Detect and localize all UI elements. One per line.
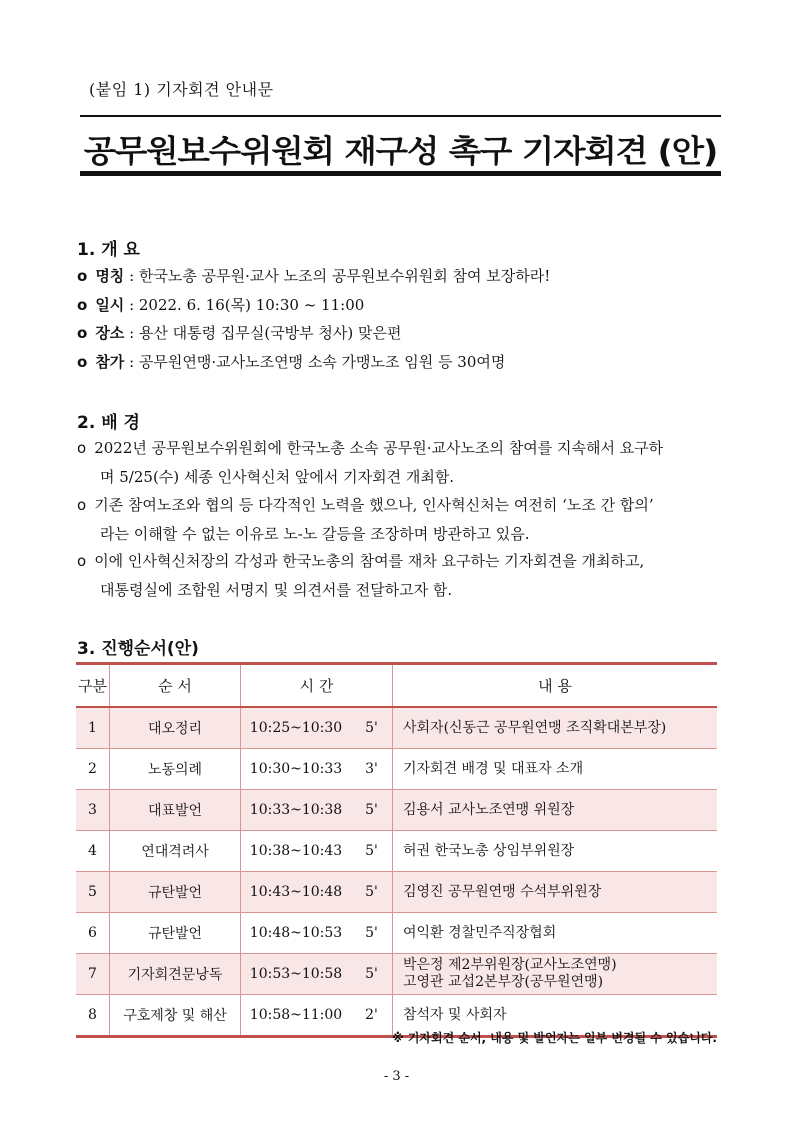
- background-paragraph: o 이에 인사혁신처장의 각성과 한국노총의 참여를 재차 요구하는 기자회견을 개최하고, 대통령실에 조합원 서명지 및 의견서를 전달하고자 함.: [77, 552, 645, 599]
- cell-order: 연대격려사: [110, 831, 241, 872]
- cell-duration: 5': [351, 707, 393, 749]
- background-paragraph: o 2022년 공무원보수위원회에 한국노총 소속 공무원·교사노조의 참여를 지속해서 요구하 며 5/25(수) 세종 인사혁신처 앞에서 기자회견 개최함.: [77, 439, 664, 486]
- cell-content-line: 박은정 제2부위원장(교사노조연맹): [403, 957, 617, 973]
- cell-no: 5: [76, 872, 110, 913]
- cell-order: 노동의례: [110, 749, 241, 790]
- table-header-row: [76, 664, 717, 708]
- cell-content: [393, 790, 718, 831]
- page-number: - 3 -: [383, 1069, 410, 1084]
- cell-no: 2: [76, 749, 110, 790]
- schedule-note: ※ 기자회견 순서, 내용 및 발언자는 일부 변경될 수 있습니다.: [391, 1031, 717, 1045]
- cell-content: [393, 954, 718, 995]
- cell-content-line: 김용서 교사노조연맹 위원장: [403, 801, 575, 818]
- table-row: [76, 872, 717, 913]
- cell-content: [393, 831, 718, 872]
- cell-duration: 5': [351, 913, 393, 954]
- section-background-heading: 2. 배 경: [77, 413, 140, 433]
- cell-time: 10:33~10:38: [241, 790, 352, 831]
- table-row: [76, 831, 717, 872]
- overview-item-participants: o 참가 : 공무원연맹·교사노조연맹 소속 가맹노조 임원 등 30여명: [77, 353, 506, 371]
- overview-item-place: o 장소 : 용산 대통령 집무실(국방부 청사) 맞은편: [77, 324, 402, 342]
- cell-content-line: 기자회견 배경 및 대표자 소개: [403, 760, 584, 777]
- cell-content-line: 참석자 및 사회자: [403, 1006, 507, 1023]
- cell-time: 10:53~10:58: [241, 954, 352, 995]
- cell-order: 기자회견문낭독: [110, 954, 241, 995]
- bullet-icon: o: [77, 324, 88, 342]
- cell-time: 10:38~10:43: [241, 831, 352, 872]
- cell-time: 10:58~11:00: [241, 995, 352, 1037]
- cell-duration: 5': [351, 872, 393, 913]
- table-row: [76, 749, 717, 790]
- cell-order: 구호제창 및 해산: [110, 995, 241, 1037]
- title-bottom-rule: [80, 171, 721, 176]
- header-content: 내 용: [393, 664, 718, 708]
- overview-item-name: o 명칭 : 한국노총 공무원·교사 노조의 공무원보수위원회 참여 보장하라!: [77, 267, 551, 285]
- title-top-rule: [80, 115, 721, 117]
- cell-duration: 5': [351, 790, 393, 831]
- section-schedule-heading: 3. 진행순서(안): [77, 639, 199, 659]
- cell-no: 7: [76, 954, 110, 995]
- cell-content-line: 고영관 교섭2본부장(공무원연맹): [403, 974, 604, 990]
- cell-duration: 2': [351, 995, 393, 1037]
- bullet-icon: o: [77, 353, 88, 371]
- table-row: [76, 707, 717, 749]
- cell-no: 6: [76, 913, 110, 954]
- cell-no: 4: [76, 831, 110, 872]
- cell-content: [393, 707, 718, 749]
- cell-content-line: 허권 한국노총 상임부위원장: [403, 842, 575, 859]
- cell-duration: 5': [351, 831, 393, 872]
- table-row: [76, 913, 717, 954]
- header-order: 순 서: [110, 664, 241, 708]
- background-paragraph: o 기존 참여노조와 협의 등 다각적인 노력을 했으나, 인사혁신처는 여전히 ‘노조 간 합의’ 라는 이해할 수 없는 이유로 노-노 갈등을 조장하며 방관하고 있음.: [77, 496, 654, 543]
- cell-time: 10:43~10:48: [241, 872, 352, 913]
- cell-content-line: 사회자(신동근 공무원연맹 조직확대본부장): [403, 719, 667, 736]
- bullet-icon: o: [77, 267, 88, 285]
- cell-no: 3: [76, 790, 110, 831]
- table-row: [76, 790, 717, 831]
- cell-content: [393, 872, 718, 913]
- bullet-icon: o: [77, 439, 87, 457]
- cell-order: 규탄발언: [110, 913, 241, 954]
- cell-content: [393, 913, 718, 954]
- section-overview-heading: 1. 개 요: [77, 240, 140, 260]
- attachment-label: (붙임 1) 기자회견 안내문: [89, 80, 274, 99]
- table-row: [76, 954, 717, 995]
- schedule-table: [76, 662, 717, 1038]
- cell-order: 규탄발언: [110, 872, 241, 913]
- cell-duration: 5': [351, 954, 393, 995]
- cell-time: 10:25~10:30: [241, 707, 352, 749]
- cell-time: 10:48~10:53: [241, 913, 352, 954]
- header-time: 시 간: [241, 664, 393, 708]
- document-title: 공무원보수위원회 재구성 촉구 기자회견 (안): [83, 134, 718, 170]
- header-no: 구분: [76, 664, 110, 708]
- bullet-icon: o: [77, 496, 87, 514]
- cell-time: 10:30~10:33: [241, 749, 352, 790]
- bullet-icon: o: [77, 296, 88, 314]
- bullet-icon: o: [77, 552, 87, 570]
- cell-content: [393, 749, 718, 790]
- cell-no: 8: [76, 995, 110, 1037]
- cell-duration: 3': [351, 749, 393, 790]
- overview-item-date: o 일시 : 2022. 6. 16(목) 10:30 ~ 11:00: [77, 296, 365, 314]
- cell-content-line: 김영진 공무원연맹 수석부위원장: [403, 883, 602, 900]
- cell-order: 대표발언: [110, 790, 241, 831]
- cell-content-line: 여익환 경찰민주직장협회: [403, 924, 557, 941]
- cell-order: 대오정리: [110, 707, 241, 749]
- cell-no: 1: [76, 707, 110, 749]
